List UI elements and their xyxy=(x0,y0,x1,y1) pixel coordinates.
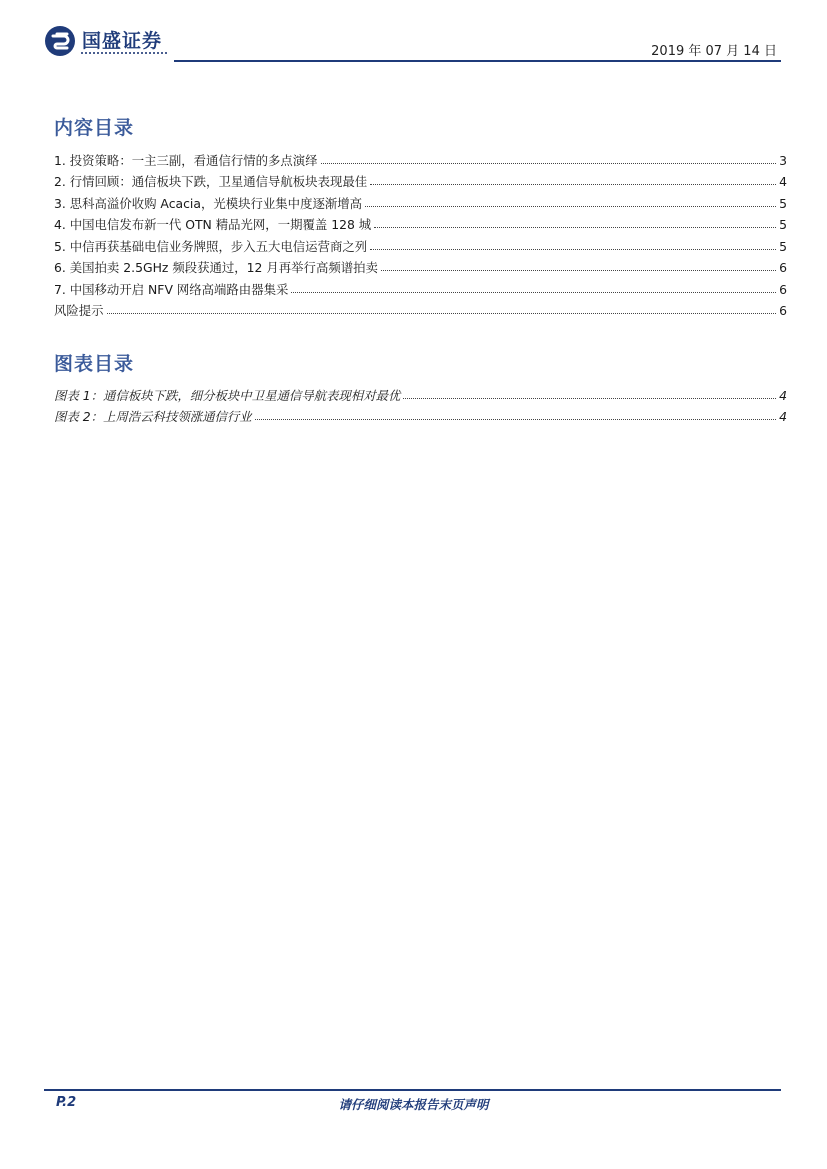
toc-entry-page: 4 xyxy=(779,174,787,189)
toc-entry-title: 风险提示 xyxy=(54,303,104,318)
guosheng-logo-icon xyxy=(44,25,76,57)
figure-entry-title: 图表 1：通信板块下跌，细分板块中卫星通信导航表现相对最优 xyxy=(54,387,401,403)
toc-entry-title: 7. 中国移动开启 NFV 网络高端路由器集采 xyxy=(54,281,289,297)
toc-entry-title: 3. 思科高溢价收购 Acacia，光模块行业集中度逐渐增高 xyxy=(54,195,363,211)
toc-entry-page: 5 xyxy=(779,195,787,211)
figure-leader-dots xyxy=(403,398,776,399)
toc-leader-dots xyxy=(291,292,776,293)
toc-title: 内容目录 xyxy=(54,117,135,139)
figure-entry-page: 4 xyxy=(779,409,787,424)
disclaimer-note: 请仔细阅读本报告末页声明 xyxy=(338,1097,489,1112)
toc-entry[interactable] xyxy=(54,275,787,297)
toc-entry-page: 6 xyxy=(779,303,787,318)
toc-entry[interactable] xyxy=(54,189,787,211)
figure-entry[interactable] xyxy=(54,381,787,403)
toc-leader-dots xyxy=(374,227,776,228)
toc-entry-title: 5. 中信再获基础电信业务牌照，步入五大电信运营商之列 xyxy=(54,238,368,254)
report-date: 2019 年 07 月 14 日 xyxy=(651,44,777,59)
toc-entry[interactable] xyxy=(54,232,787,254)
toc-entry-page: 5 xyxy=(779,238,787,254)
figure-entry-page: 4 xyxy=(779,387,787,403)
toc-entry-page: 6 xyxy=(779,260,787,275)
toc-entry-title: 2. 行情回顾：通信板块下跌，卫星通信导航板块表现最佳 xyxy=(54,174,368,189)
toc-entry-title: 1. 投资策略：一主三副，看通信行情的多点演绎 xyxy=(54,152,318,168)
toc-leader-dots xyxy=(370,249,776,250)
toc-leader-dots xyxy=(370,184,776,185)
logo-subtitle-decoration xyxy=(81,52,167,54)
toc-entry-page: 6 xyxy=(779,281,787,297)
toc-entry-title: 4. 中国电信发布新一代 OTN 精品光网，一期覆盖 128 城 xyxy=(54,217,372,232)
toc-entry[interactable] xyxy=(54,146,787,168)
toc-entry[interactable] xyxy=(54,168,787,190)
figure-entry[interactable] xyxy=(54,403,787,425)
toc-entry[interactable] xyxy=(54,297,787,319)
toc-entry-page: 5 xyxy=(779,217,787,232)
figure-list xyxy=(54,381,787,424)
header-divider xyxy=(174,60,781,62)
logo-text: 国盛证券 xyxy=(82,30,163,52)
figure-leader-dots xyxy=(255,419,776,420)
toc-leader-dots xyxy=(365,206,776,207)
figure-entry-title: 图表 2：上周浩云科技领涨通信行业 xyxy=(54,409,252,424)
toc-leader-dots xyxy=(381,270,776,271)
toc-list xyxy=(54,146,787,318)
footer-divider xyxy=(44,1089,781,1091)
toc-entry[interactable] xyxy=(54,211,787,233)
page-header xyxy=(0,0,827,64)
figure-list-title: 图表目录 xyxy=(54,353,135,375)
toc-entry[interactable] xyxy=(54,254,787,276)
toc-leader-dots xyxy=(321,163,777,164)
toc-entry-title: 6. 美国拍卖 2.5GHz 频段获通过，12 月再举行高频谱拍卖 xyxy=(54,260,378,275)
toc-entry-page: 3 xyxy=(779,152,787,168)
toc-leader-dots xyxy=(107,313,777,314)
page-number: P.2 xyxy=(56,1095,77,1110)
